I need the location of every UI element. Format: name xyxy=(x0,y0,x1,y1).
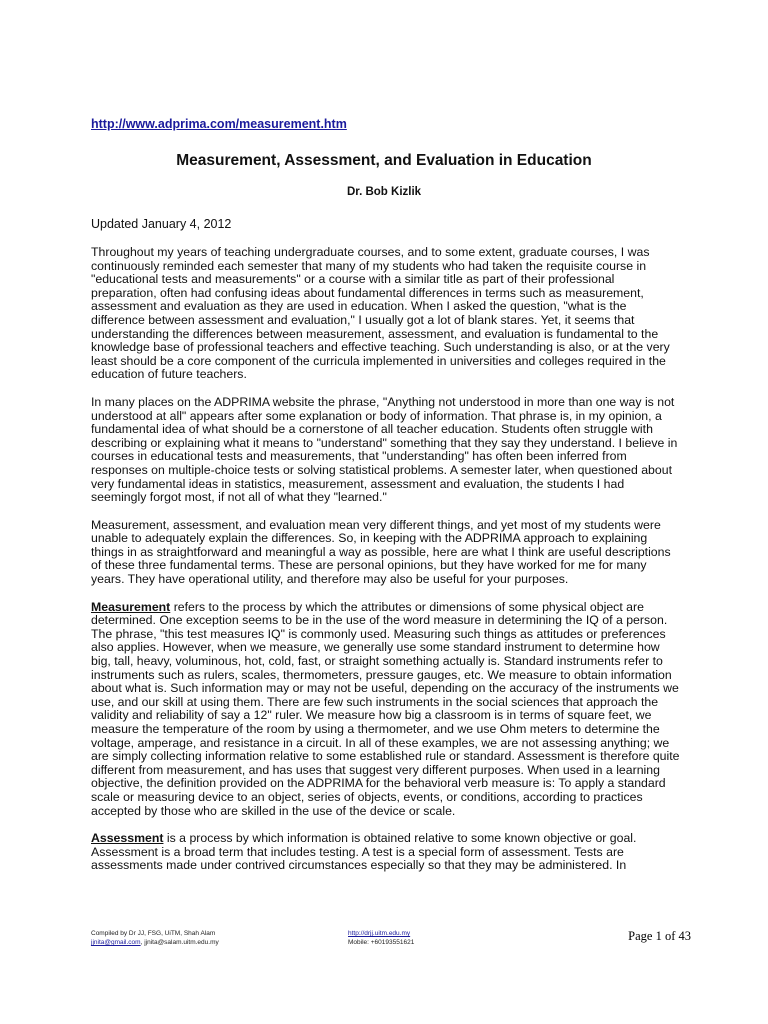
document-title: Measurement, Assessment, and Evaluation in Education xyxy=(176,152,592,169)
page-number: Page 1 of 43 xyxy=(628,929,691,943)
paragraph-terms: Measurement, assessment, and evaluation mean very different things, and yet most of my students were unable to adequately explain the differences. So, in keeping with the ADPRIMA approach to explaining things in as straightforward and meaningful a way as possible, here are what I think are useful descriptions of these three fundamental terms. These are personal opinions, but they have worked for me for many years. They have operational utility, and therefore may also be useful for your purposes. xyxy=(91,517,671,587)
paragraph-intro: Throughout my years of teaching undergraduate courses, and to some extent, graduate courses, I was continuously reminded each semester that many of my students who had taken the requisite course in "educational tests and measurements" or a course with a similar title as part of their professional preparation, often had confusing ideas about fundamental differences in terms such as measurement, assessment and evaluation as they are used in education. When I asked the question, "what is the difference between assessment and evaluation," I usually got a lot of blank stares. Yet, it seems that understanding the differences between measurement, assessment, and evaluation is fundamental to the knowledge base of professional teachers and effective teaching. Such understanding is also, or at the very least should be a core component of the curricula implemented in universities and colleges required in the education of future teachers. xyxy=(91,245,670,382)
document-author: Dr. Bob Kizlik xyxy=(346,186,422,198)
footer-email-separator: , xyxy=(140,939,145,946)
footer-compiled-by: Compiled by Dr JJ, FSG, UiTM, Shah Alam xyxy=(91,930,216,937)
footer-emails xyxy=(91,938,219,947)
footer-contact xyxy=(348,929,414,947)
term-measurement: Measurement xyxy=(91,599,171,614)
footer-site-link[interactable]: http://drjj.uitm.edu.my xyxy=(348,930,411,937)
measurement-definition: refers to the process by which the attributes or dimensions of some physical object are determined. One exception seems to be in the use of the word measure in determining the IQ of a person. The phrase, "this test measures IQ" is commonly used. Measuring such things as attitudes or preferences also applies. However, when we measure, we generally use some standard instrument to determine how big, tall, heavy, voluminous, hot, cold, fast, or straight something actually is. Standard instruments refer to instruments such as rulers, scales, thermometers, pressure gauges, etc. We measure to obtain information about what is. Such information may or may not be useful, depending on the accuracy of the instruments we use, and our skill at using them. There are few such instruments in the social sciences that approach the validity and reliability of say a 12" ruler. We measure how big a classroom is in terms of square feet, we measure the temperature of the room by using a thermometer, and we use Ohm meters to determine the voltage, amperage, and resistance in a circuit. In all of these examples, we are not assessing anything; we are simply collecting information relative to some established rule or standard. Assessment is therefore quite different from measurement, and has uses that suggest very different purposes. When used in a learning objective, the definition provided on the ADPRIMA for the behavioral verb measure is: To apply a standard scale or measuring device to an object, series of objects, events, or conditions, according to practices accepted by those who are skilled in the use of the device or scale. xyxy=(91,599,680,818)
paragraph-measurement xyxy=(91,601,681,819)
assessment-definition: is a process by which information is obtained relative to some known objective or goal. Assessment is a broad term that includes testing. A test is a special form of assessment. Tests are assessments made under contrived circumstances especially so that they may be administered. In xyxy=(91,831,637,873)
footer-mobile: Mobile: +60193551621 xyxy=(348,939,415,946)
updated-date: Updated January 4, 2012 xyxy=(91,217,232,231)
footer-credits xyxy=(91,929,219,947)
source-url-link[interactable]: http://www.adprima.com/measurement.htm xyxy=(91,117,347,131)
footer-email-gmail-link[interactable]: jjnita@gmail.com xyxy=(91,939,141,946)
term-assessment: Assessment xyxy=(91,831,164,846)
footer-email-uitm: jjnita@salam.uitm.edu.my xyxy=(144,939,219,946)
document-body xyxy=(91,246,681,887)
page-footer xyxy=(91,929,691,953)
paragraph-understanding: In many places on the ADPRIMA website the phrase, "Anything not understood in more than one way is not understood at all" appears after some explanation or body of information. That phrase is, in my opinion, a fundamental idea of what should be a cornerstone of all teacher education. Students often struggle with describing or explaining what it means to "understand" something that they say they understand. I believe in courses in educational tests and measurements, that "understanding" has often been inferred from responses on multiple-choice tests or solving statistical problems. A semester later, when questioned about very fundamental ideas in statistics, measurement, assessment and evaluation, the students I had seemingly forgot most, if not all of what they "learned." xyxy=(91,394,678,505)
paragraph-assessment xyxy=(91,832,681,873)
